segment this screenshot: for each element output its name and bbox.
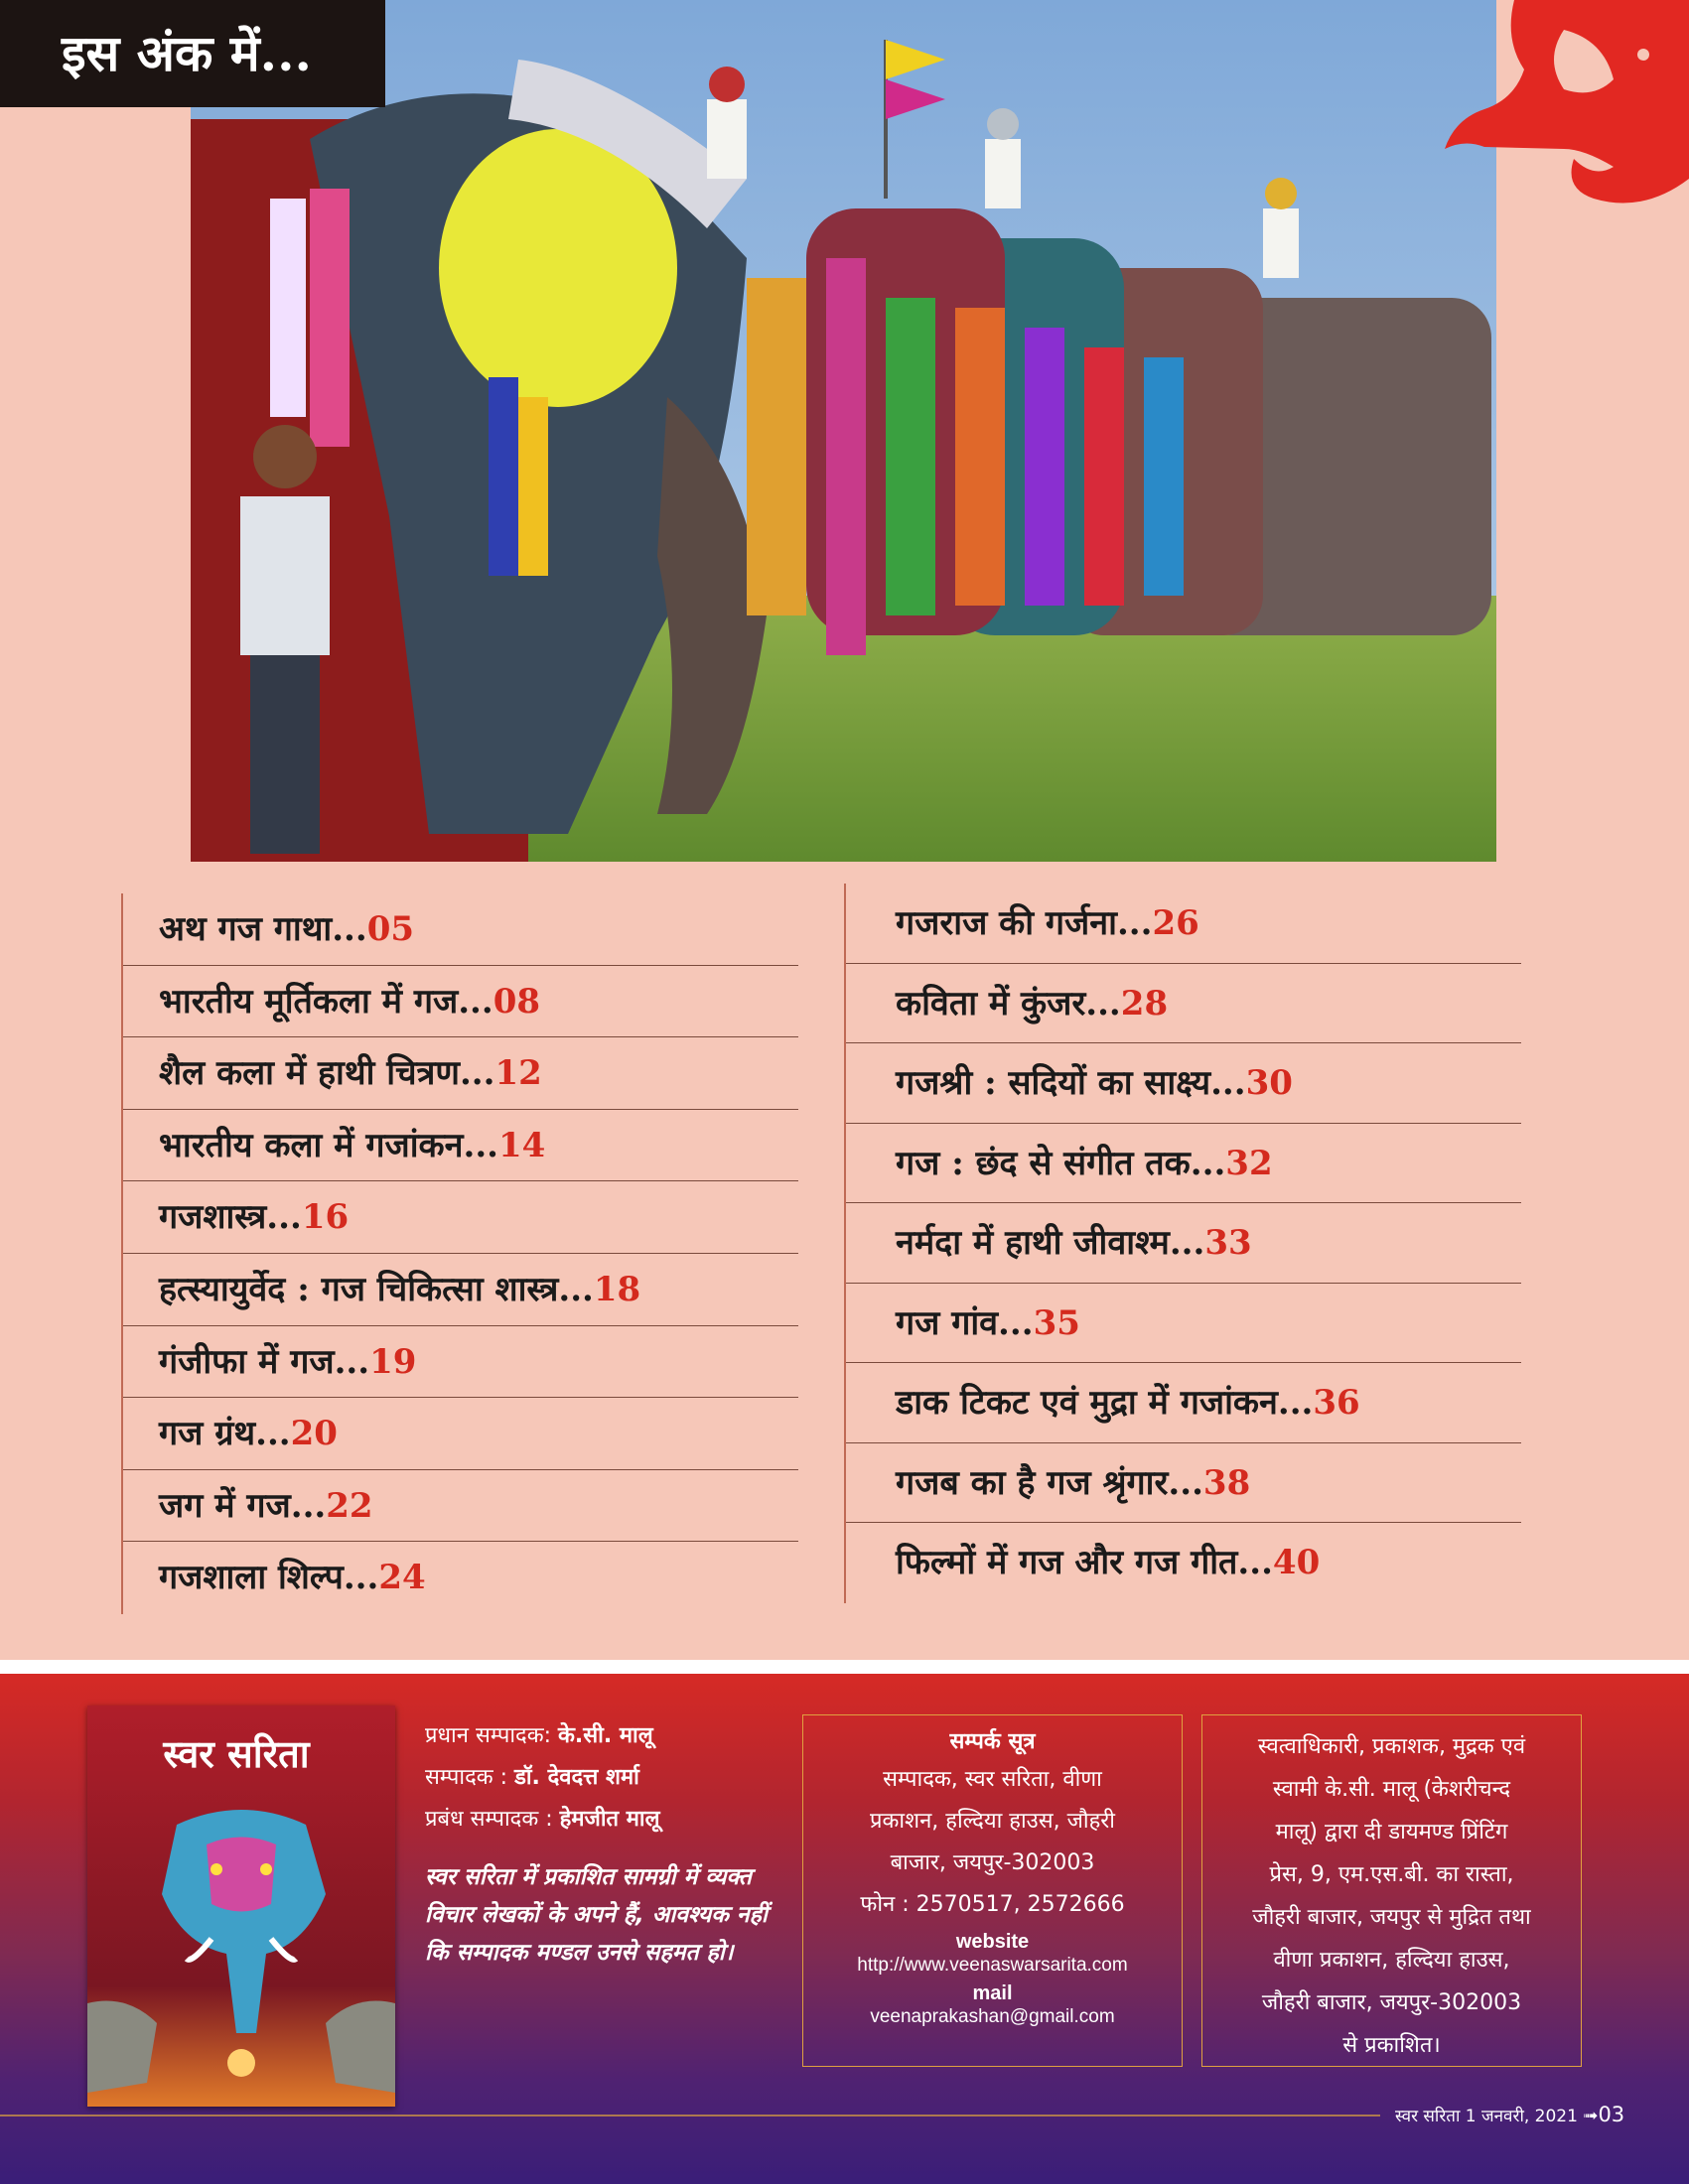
toc-entry[interactable]: हत्स्यायुर्वेद : गज चिकित्सा शास्त्र...18 <box>123 1254 798 1326</box>
contact-line: प्रकाशन, हल्दिया हाउस, जौहरी <box>870 1809 1115 1834</box>
toc-entry[interactable]: गज : छंद से संगीत तक...32 <box>846 1124 1521 1204</box>
ownership-line: जौहरी बाजार, जयपुर-302003 <box>1261 1990 1522 2015</box>
toc-entry[interactable]: अथ गज गाथा...05 <box>123 893 798 966</box>
arrow-right-icon: ➟ <box>1583 2106 1599 2126</box>
mail-label: mail <box>972 1982 1013 2004</box>
hero-photo <box>191 0 1496 862</box>
page-number: 33 <box>1204 1223 1252 1263</box>
contact-box <box>802 1714 1183 2067</box>
toc-entry[interactable]: गजशाला शिल्प...24 <box>159 1558 426 1598</box>
page-number: 12 <box>494 1053 542 1094</box>
ownership-line: प्रेस, 9, एम.एस.बी. का रास्ता, <box>1269 1862 1514 1887</box>
section-header: इस अंक में... <box>0 0 385 107</box>
toc-entry[interactable]: शैल कला में हाथी चित्रण...12 <box>123 1037 798 1110</box>
ownership-line: जौहरी बाजार, जयपुर से मुद्रित तथा <box>1252 1905 1531 1930</box>
contact-line: सम्पादक, स्वर सरिता, वीणा <box>883 1767 1102 1792</box>
managing-editor-row: प्रबंध सम्पादक : हेमजीत मालू <box>425 1807 660 1832</box>
toc-entry[interactable]: जग में गज...22 <box>123 1470 798 1543</box>
elephant-logo <box>1445 0 1689 213</box>
toc-entry[interactable]: गज गांव...35 <box>846 1284 1521 1364</box>
page-number: 40 <box>1272 1543 1321 1582</box>
ownership-line: मालू) द्वारा दी डायमण्ड प्रिंटिंग <box>1275 1820 1508 1844</box>
page-number: 35 <box>1033 1302 1080 1343</box>
page-number: 24 <box>378 1558 426 1598</box>
toc-entry[interactable]: गंजीफा में गज...19 <box>123 1326 798 1399</box>
page-number: 20 <box>290 1414 338 1454</box>
toc-entry[interactable]: फिल्मों में गज और गज गीत...40 <box>896 1543 1321 1582</box>
ownership-line: स्वामी के.सी. मालू (केशरीचन्द <box>1272 1777 1511 1802</box>
page-number: 05 <box>366 909 415 949</box>
editorial-credits <box>425 1715 782 1972</box>
page-number: 28 <box>1120 983 1169 1024</box>
toc-entry[interactable]: कविता में कुंजर...28 <box>846 964 1521 1044</box>
ownership-box <box>1201 1714 1582 2067</box>
editor-row: सम्पादक : डॉ. देवदत्त शर्मा <box>425 1765 639 1790</box>
website-link[interactable]: http://www.veenaswarsarita.com <box>857 1955 1128 1976</box>
toc-entry[interactable]: गजराज की गर्जना...26 <box>846 884 1521 964</box>
mail-link[interactable]: veenaprakashan@gmail.com <box>870 2006 1115 2027</box>
contact-line: बाजार, जयपुर-302003 <box>890 1850 1095 1875</box>
toc-entry[interactable]: गजशास्त्र...16 <box>123 1181 798 1254</box>
page-number: 30 <box>1245 1063 1293 1103</box>
page-number: 26 <box>1152 903 1199 943</box>
divider <box>0 1660 1689 1674</box>
website-label: website <box>955 1931 1030 1953</box>
toc-entry[interactable]: गजश्री : सदियों का साक्ष्य...30 <box>846 1043 1521 1124</box>
chief-editor-row: प्रधान सम्पादक: के.सी. मालू <box>425 1723 653 1748</box>
toc-right-column <box>844 884 1521 1603</box>
page-number: 22 <box>326 1485 373 1526</box>
contact-phone: फोन : 2570517, 2572666 <box>860 1892 1125 1917</box>
toc-left-column <box>121 893 798 1614</box>
ownership-line: वीणा प्रकाशन, हल्दिया हाउस, <box>1273 1948 1510 1973</box>
disclaimer-text: स्वर सरिता में प्रकाशित सामग्री में व्यक्त विचार लेखकों के अपने हैं, आवश्यक नहीं कि सम्पादक मण्डल उनसे सहमत हो। <box>425 1864 768 1966</box>
toc-entry[interactable]: डाक टिकट एवं मुद्रा में गजांकन...36 <box>846 1363 1521 1443</box>
page-number: 19 <box>369 1341 417 1382</box>
cover-title: स्वर सरिता <box>163 1731 310 1776</box>
ownership-line: से प्रकाशित। <box>1342 2033 1441 2058</box>
folio-page-number: 03 <box>1598 2103 1625 2126</box>
page-number: 36 <box>1313 1383 1360 1423</box>
toc-entry[interactable]: भारतीय मूर्तिकला में गज...08 <box>123 966 798 1038</box>
ownership-line: स्वत्वाधिकारी, प्रकाशक, मुद्रक एवं <box>1257 1734 1526 1759</box>
divider <box>0 2115 1380 2116</box>
elephant-head-icon <box>1445 0 1689 213</box>
toc-entry[interactable]: गज ग्रंथ...20 <box>123 1398 798 1470</box>
toc-entry[interactable]: भारतीय कला में गजांकन...14 <box>123 1110 798 1182</box>
toc-entry[interactable]: नर्मदा में हाथी जीवाश्म...33 <box>846 1203 1521 1284</box>
page-number: 32 <box>1225 1143 1273 1183</box>
page-number: 18 <box>593 1269 641 1309</box>
folio-magazine: स्वर सरिता <box>1395 2107 1461 2126</box>
page-number: 14 <box>498 1125 546 1165</box>
page-number: 16 <box>301 1197 350 1238</box>
page-folio <box>1395 2103 1624 2126</box>
page-number: 08 <box>493 981 541 1022</box>
contact-heading: सम्पर्क सूत्र <box>949 1729 1036 1754</box>
magazine-cover[interactable] <box>87 1706 395 2107</box>
folio-date: 1 जनवरी, 2021 <box>1465 2107 1578 2126</box>
toc-entry[interactable]: गजब का है गज श्रृंगार...38 <box>846 1443 1521 1524</box>
page-number: 38 <box>1202 1462 1251 1503</box>
